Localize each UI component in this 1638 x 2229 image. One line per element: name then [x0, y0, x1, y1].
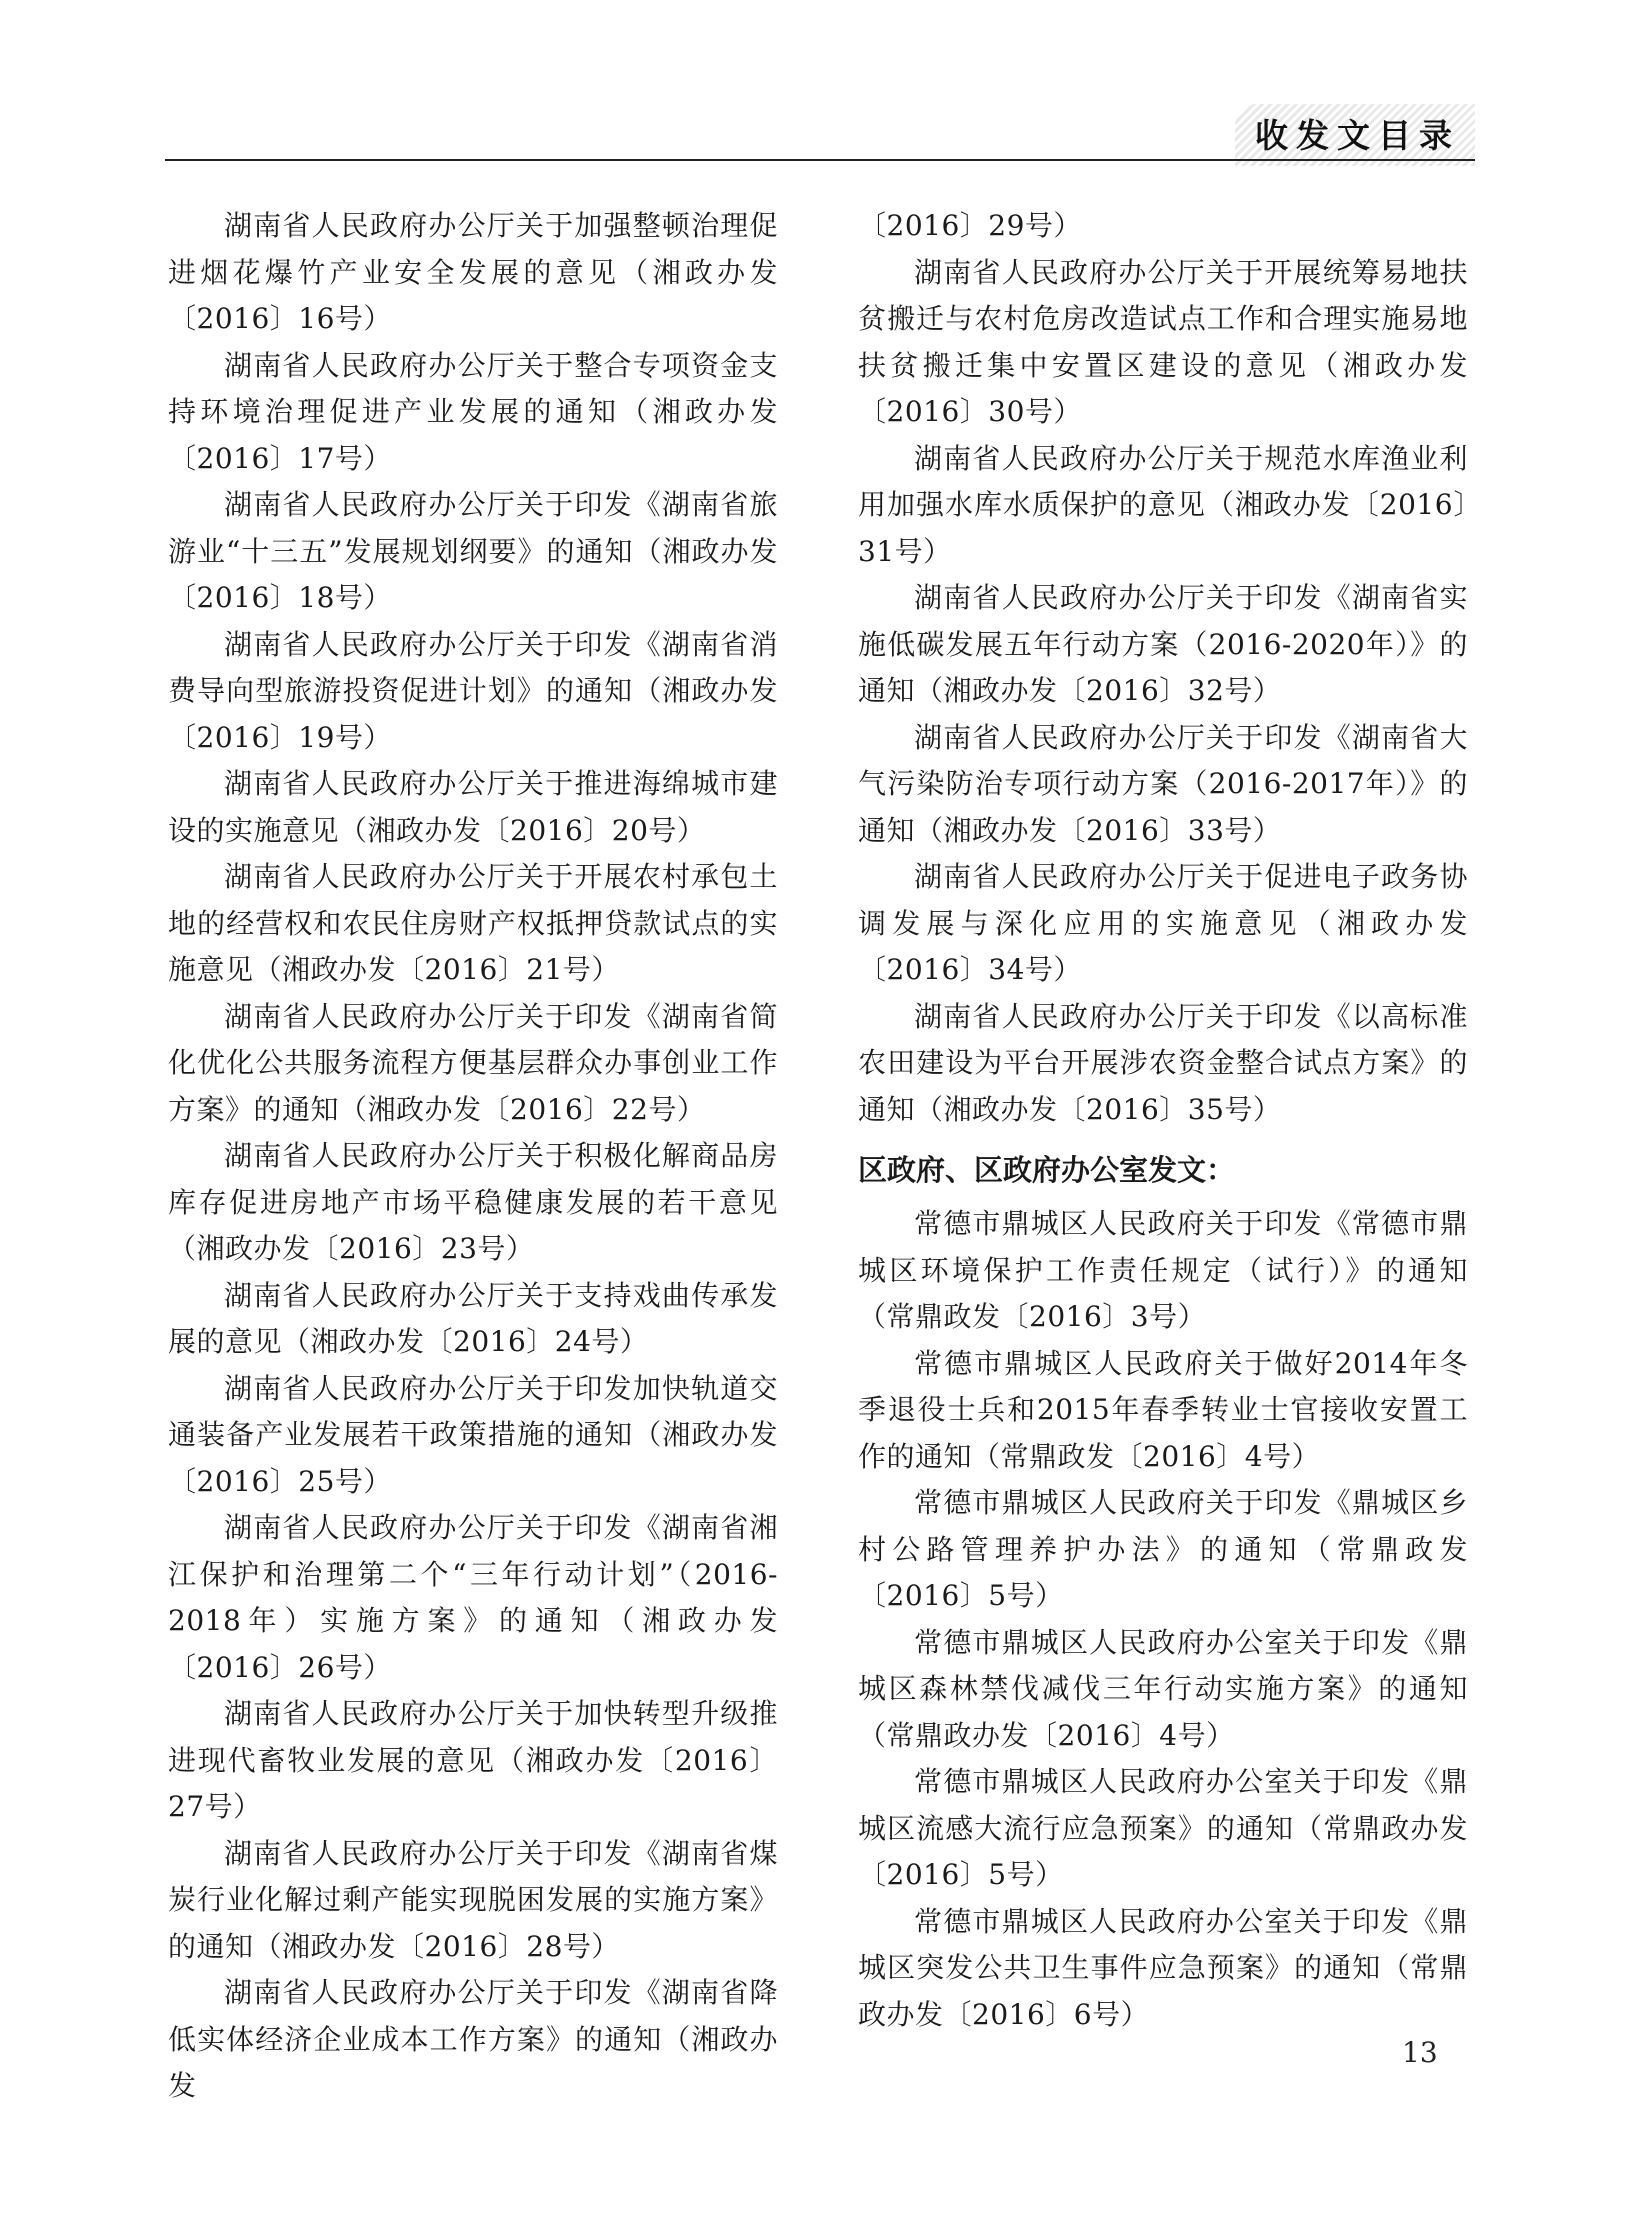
- list-item: 湖南省人民政府办公厅关于推进海绵城市建设的实施意见（湘政办发〔2016〕20号）: [168, 767, 778, 847]
- list-item: 湖南省人民政府办公厅关于规范水库渔业利用加强水库水质保护的意见（湘政办发〔2016〕31号）: [858, 441, 1468, 568]
- list-item: 湖南省人民政府办公厅关于印发《湖南省简化优化公共服务流程方便基层群众办事创业工作方案》的通知（湘政办发〔2016〕22号）: [168, 999, 778, 1126]
- list-item: 湖南省人民政府办公厅关于印发《以高标准农田建设为平台开展涉农资金整合试点方案》的通知（湘政办发〔2016〕35号）: [858, 999, 1468, 1126]
- list-item: 湖南省人民政府办公厅关于开展农村承包土地的经营权和农民住房财产权抵押贷款试点的实施意见（湘政办发〔2016〕21号）: [168, 860, 778, 986]
- list-item: 湖南省人民政府办公厅关于积极化解商品房库存促进房地产市场平稳健康发展的若干意见（湘政办发〔2016〕23号）: [168, 1139, 778, 1265]
- list-item: 湖南省人民政府办公厅关于印发《湖南省消费导向型旅游投资促进计划》的通知（湘政办发〔2016〕19号）: [168, 627, 778, 754]
- list-item: 湖南省人民政府办公厅关于开展统筹易地扶贫搬迁与农村危房改造试点工作和合理实施易地扶贫搬迁集中安置区建设的意见（湘政办发〔2016〕30号）: [858, 255, 1468, 428]
- list-item: 湖南省人民政府办公厅关于印发《湖南省降低实体经济企业成本工作方案》的通知（湘政办发: [168, 1976, 778, 2102]
- list-item: 湖南省人民政府办公厅关于印发《湖南省煤炭行业化解过剩产能实现脱困发展的实施方案》的通知（湘政办发〔2016〕28号）: [168, 1836, 778, 1963]
- list-item: 湖南省人民政府办公厅关于印发《湖南省旅游业“十三五”发展规划纲要》的通知（湘政办发〔2016〕18号）: [168, 488, 778, 614]
- list-item: 常德市鼎城区人民政府关于印发《鼎城区乡村公路管理养护办法》的通知（常鼎政发〔2016〕5号）: [858, 1486, 1468, 1612]
- list-item: 湖南省人民政府办公厅关于加强整顿治理促进烟花爆竹产业安全发展的意见（湘政办发〔2016〕16号）: [168, 209, 778, 335]
- list-item: 湖南省人民政府办公厅关于整合专项资金支持环境治理促进产业发展的通知（湘政办发〔2016〕17号）: [168, 348, 778, 475]
- list-item: 常德市鼎城区人民政府办公室关于印发《鼎城区突发公共卫生事件应急预案》的通知（常鼎政办发〔2016〕6号）: [858, 1904, 1468, 2031]
- list-item: 常德市鼎城区人民政府关于做好2014年冬季退役士兵和2015年春季转业士官接收安置工作的通知（常鼎政发〔2016〕4号）: [858, 1346, 1468, 1473]
- list-item: 常德市鼎城区人民政府办公室关于印发《鼎城区流感大流行应急预案》的通知（常鼎政办发〔2016〕5号）: [858, 1765, 1468, 1891]
- right-column: [858, 203, 1468, 2038]
- list-item-continuation: 〔2016〕29号）: [858, 209, 1082, 242]
- list-item: 湖南省人民政府办公厅关于印发《湖南省大气污染防治专项行动方案（2016-2017年）》的通知（湘政办发〔2016〕33号）: [858, 720, 1468, 847]
- list-item: 湖南省人民政府办公厅关于印发《湖南省实施低碳发展五年行动方案（2016-2020年）》的通知（湘政办发〔2016〕32号）: [858, 581, 1468, 707]
- list-item: 常德市鼎城区人民政府关于印发《常德市鼎城区环境保护工作责任规定（试行）》的通知（常鼎政发〔2016〕3号）: [858, 1207, 1468, 1333]
- section-header-title: 收发文目录: [1255, 116, 1460, 155]
- list-item: 湖南省人民政府办公厅关于促进电子政务协调发展与深化应用的实施意见（湘政办发〔2016〕34号）: [858, 860, 1468, 986]
- list-item: 湖南省人民政府办公厅关于支持戏曲传承发展的意见（湘政办发〔2016〕24号）: [168, 1278, 778, 1358]
- list-item: 湖南省人民政府办公厅关于加快转型升级推进现代畜牧业发展的意见（湘政办发〔2016〕27号）: [168, 1697, 778, 1823]
- list-item: 湖南省人民政府办公厅关于印发《湖南省湘江保护和治理第二个“三年行动计划”（2016-2018年）实施方案》的通知（湘政办发〔2016〕26号）: [168, 1511, 778, 1684]
- header-rule: [165, 159, 1475, 161]
- left-column: [168, 203, 778, 2110]
- section-heading: 区政府、区政府办公室发文：: [858, 1153, 1236, 1187]
- page-number: 13: [1402, 2036, 1438, 2069]
- list-item: 湖南省人民政府办公厅关于印发加快轨道交通装备产业发展若干政策措施的通知（湘政办发〔2016〕25号）: [168, 1371, 778, 1498]
- list-item: 常德市鼎城区人民政府办公室关于印发《鼎城区森林禁伐减伐三年行动实施方案》的通知（常鼎政办发〔2016〕4号）: [858, 1625, 1468, 1752]
